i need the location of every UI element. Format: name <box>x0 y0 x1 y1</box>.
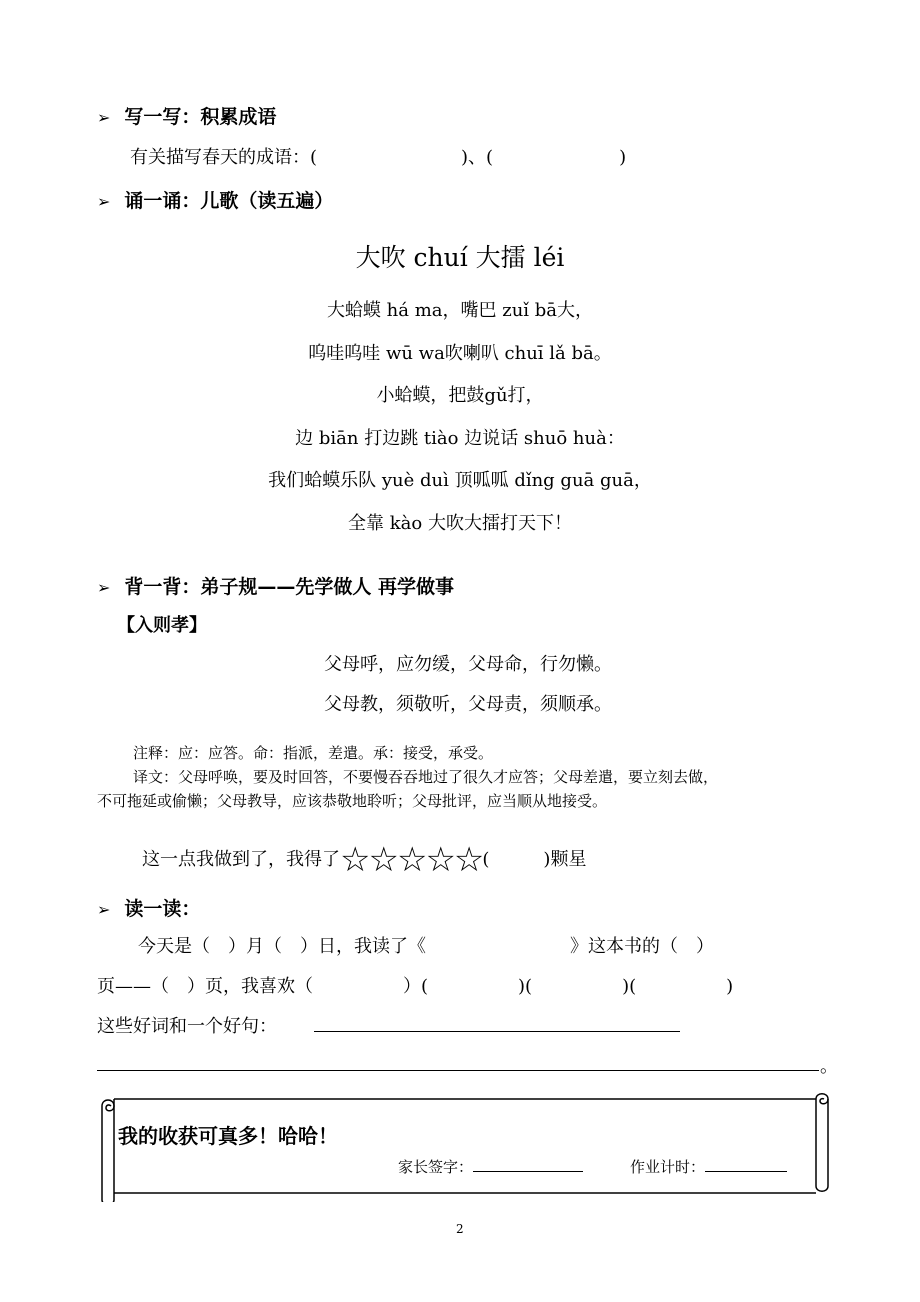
section-write-heading <box>97 102 276 129</box>
star-rating-icons[interactable]: ☆☆☆☆☆ <box>340 840 483 880</box>
verse-subtitle: 【入则孝】 <box>117 615 207 636</box>
parent-sign-label: 家长签字： <box>398 1158 474 1176</box>
rating-prefix: 这一点我做到了，我得了 <box>142 849 340 870</box>
good-words-blank-line[interactable] <box>314 1031 680 1032</box>
poem-line: 我们蛤蟆乐队 yuè duì 顶呱呱 dǐng guā guā， <box>268 470 652 491</box>
harvest-text: 我的收获可真多！哈哈！ <box>118 1124 338 1148</box>
poem-line: 呜哇呜哇 wū wa吹喇叭 chuī lǎ bā。 <box>308 343 612 364</box>
section-memorize-heading <box>97 572 454 599</box>
page-number: 2 <box>456 1222 464 1236</box>
parent-sign-blank[interactable] <box>473 1171 583 1172</box>
section-read-heading <box>97 894 200 921</box>
section-recite-heading <box>97 186 333 213</box>
poem-line: 小蛤蟆，把鼓gǔ打， <box>376 385 544 406</box>
end-period: 。 <box>820 1056 838 1077</box>
arrow-bullet-icon: ➢ <box>97 900 111 919</box>
idiom-fill-line: 有关描写春天的成语：( )、( ) <box>130 147 627 168</box>
translation-line: 不可拖延或偷懒；父母教导，应该恭敬地聆听；父母批评，应当顺从地接受。 <box>97 792 608 810</box>
rating-suffix: ( )颗星 <box>482 849 587 870</box>
section-read-title: 读一读： <box>124 898 201 920</box>
reading-log-line: 今天是（ ）月（ ）日，我读了《 》这本书的（ ） <box>138 936 714 957</box>
verse-line: 父母呼，应勿缓，父母命，行勿懒。 <box>324 654 612 675</box>
section-write-title: 写一写：积累成语 <box>124 106 277 128</box>
parent-sign-row <box>398 1156 583 1177</box>
verse-line: 父母教，须敬听，父母责，须顺承。 <box>324 694 612 715</box>
homework-time-row <box>630 1156 787 1177</box>
arrow-bullet-icon: ➢ <box>97 192 111 211</box>
arrow-bullet-icon: ➢ <box>97 108 111 127</box>
translation-line: 译文：父母呼唤，要及时回答，不要慢吞吞地过了很久才应答；父母差遣，要立刻去做， <box>133 768 719 786</box>
homework-time-blank[interactable] <box>705 1171 787 1172</box>
poem-line: 全靠 kào 大吹大擂打天下！ <box>348 513 572 534</box>
good-sentence-blank-line[interactable] <box>97 1070 819 1071</box>
poem-line: 大蛤蟆 há ma，嘴巴 zuǐ bā大， <box>326 300 594 321</box>
note-text: 注释：应：应答。命：指派，差遣。承：接受，承受。 <box>133 744 494 762</box>
good-words-label: 这些好词和一个好句： <box>97 1016 277 1037</box>
reading-log-line: 页——（ ）页，我喜欢（ ）( )( )( ) <box>97 976 734 997</box>
star-rating-row <box>142 840 586 880</box>
poem-line: 边 biān 打边跳 tiào 边说话 shuō huà： <box>295 428 625 449</box>
section-recite-title: 诵一诵：儿歌（读五遍） <box>124 190 334 212</box>
arrow-bullet-icon: ➢ <box>97 578 111 597</box>
poem-title: 大吹 chuí 大擂 léi <box>355 243 565 272</box>
section-memorize-title: 背一背：弟子规——先学做人 再学做事 <box>124 576 455 598</box>
homework-time-label: 作业计时： <box>630 1158 706 1176</box>
harvest-scroll-banner <box>100 1090 830 1202</box>
